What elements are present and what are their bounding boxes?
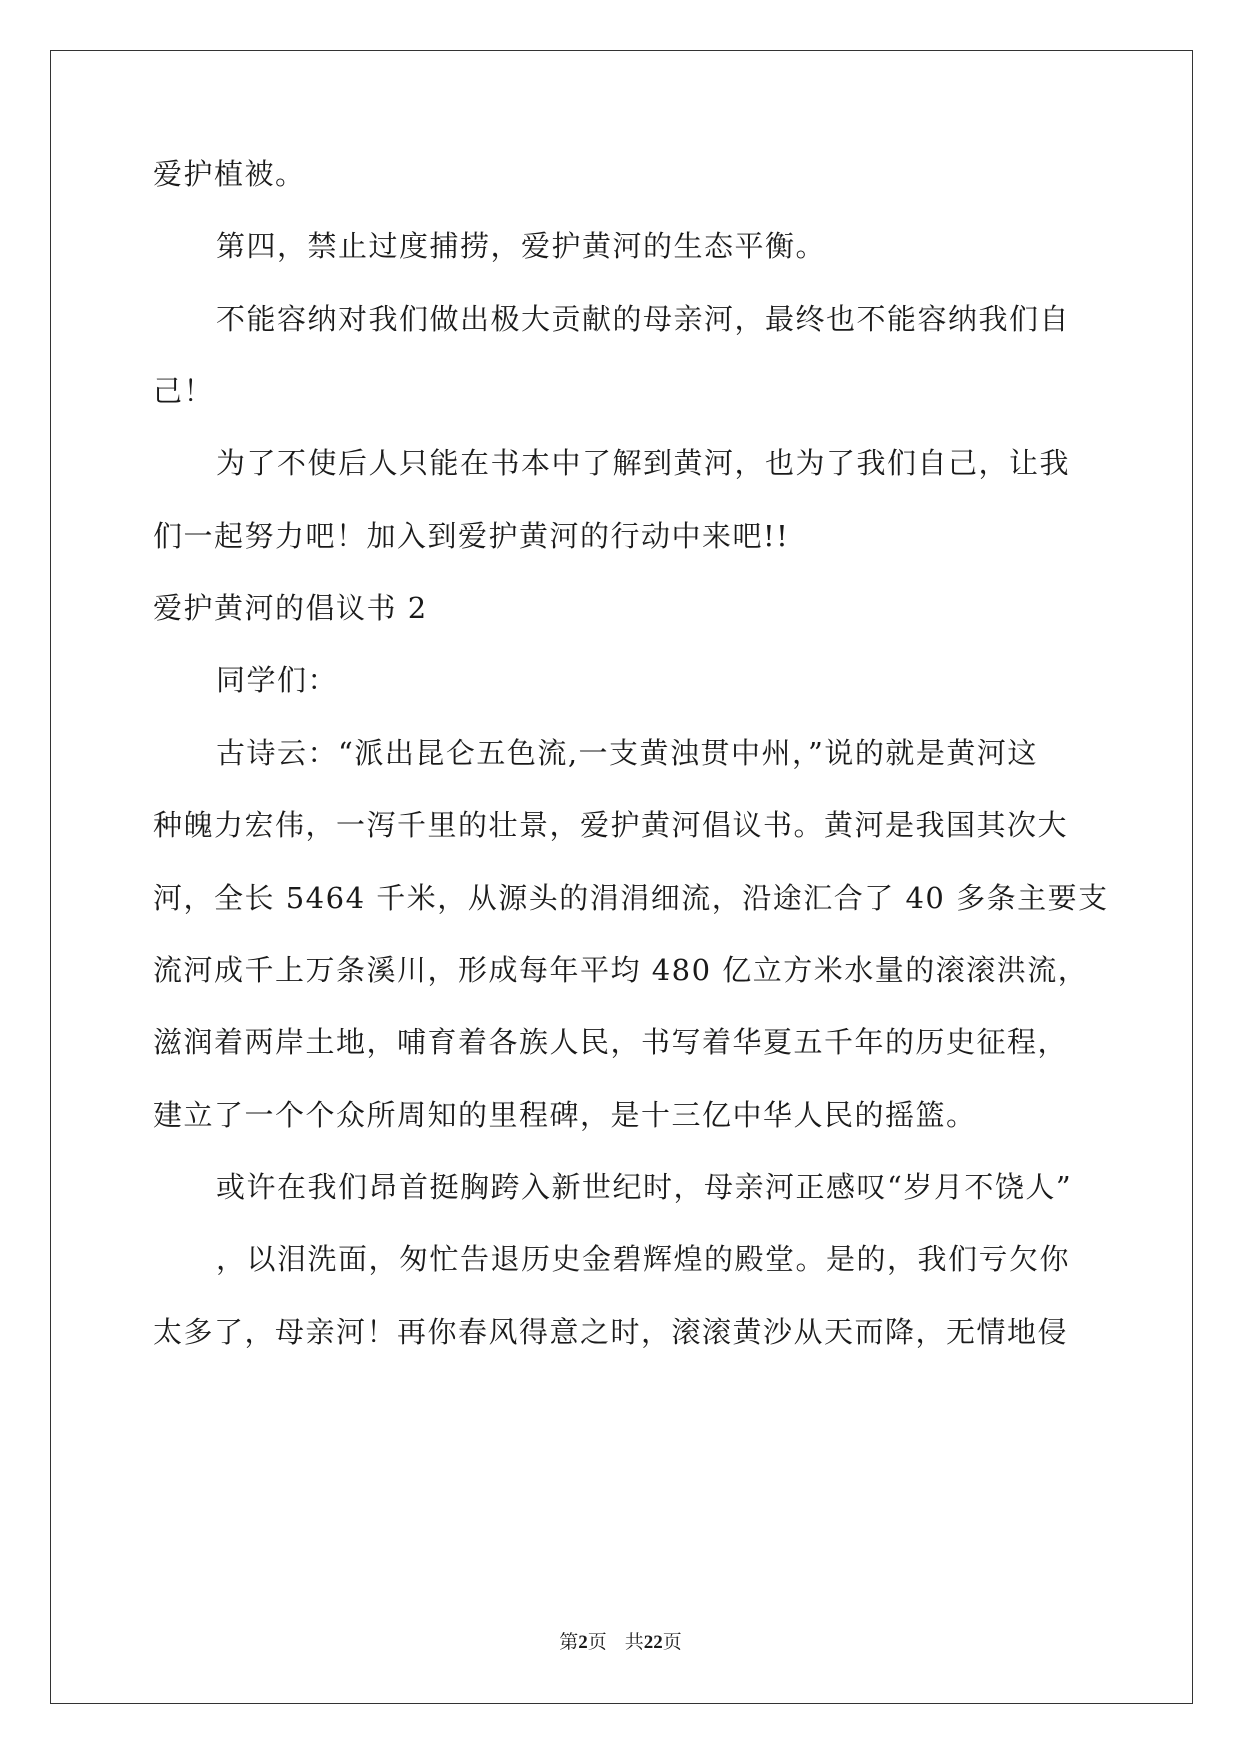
page-footer — [0, 1632, 1241, 1654]
text-line: 不能容纳对我们做出极大贡献的母亲河，最终也不能容纳我们自 — [216, 302, 1071, 336]
text-line: 或许在我们昂首挺胸跨入新世纪时，母亲河正感叹“岁月不饶人” — [216, 1170, 1073, 1204]
text-line: ，以泪洗面，匆忙告退历史金碧辉煌的殿堂。是的，我们亏欠你 — [216, 1242, 1071, 1276]
total-suffix: 页 — [662, 1632, 682, 1653]
text-line: 第四，禁止过度捕捞，爱护黄河的生态平衡。 — [216, 229, 827, 263]
text-line: 种魄力宏伟，一泻千里的壮景，爱护黄河倡议书。黄河是我国其次大 — [153, 808, 1069, 842]
page-border — [50, 50, 1193, 1704]
page-prefix: 第 — [559, 1632, 579, 1653]
text-line: 建立了一个个众所周知的里程碑，是十三亿中华人民的摇篮。 — [153, 1098, 977, 1132]
text-line: 太多了，母亲河！再你春风得意之时，滚滚黄沙从天而降，无情地侵 — [153, 1315, 1069, 1349]
total-pages: 22 — [643, 1632, 663, 1653]
page-number: 2 — [578, 1632, 588, 1653]
text-line: 滋润着两岸土地，哺育着各族人民，书写着华夏五千年的历史征程， — [153, 1025, 1069, 1059]
text-line: 古诗云：“派出昆仑五色流,一支黄浊贯中州，”说的就是黄河这 — [216, 736, 1038, 770]
text-line: 河，全长 5464 千米，从源头的涓涓细流，沿途汇合了 40 多条主要支 — [153, 881, 1109, 915]
text-line: 为了不使后人只能在书本中了解到黄河，也为了我们自己，让我 — [216, 446, 1071, 480]
text-line: 爱护植被。 — [153, 157, 306, 191]
page-suffix: 页 — [587, 1632, 607, 1653]
salutation: 同学们： — [216, 663, 339, 697]
section-heading: 爱护黄河的倡议书 2 — [153, 591, 428, 625]
total-prefix: 共 — [624, 1632, 644, 1653]
text-line: 流河成千上万条溪川，形成每年平均 480 亿立方米水量的滚滚洪流， — [153, 953, 1089, 987]
text-line: 己！ — [153, 374, 215, 408]
text-line: 们一起努力吧！加入到爱护黄河的行动中来吧!! — [153, 519, 790, 553]
